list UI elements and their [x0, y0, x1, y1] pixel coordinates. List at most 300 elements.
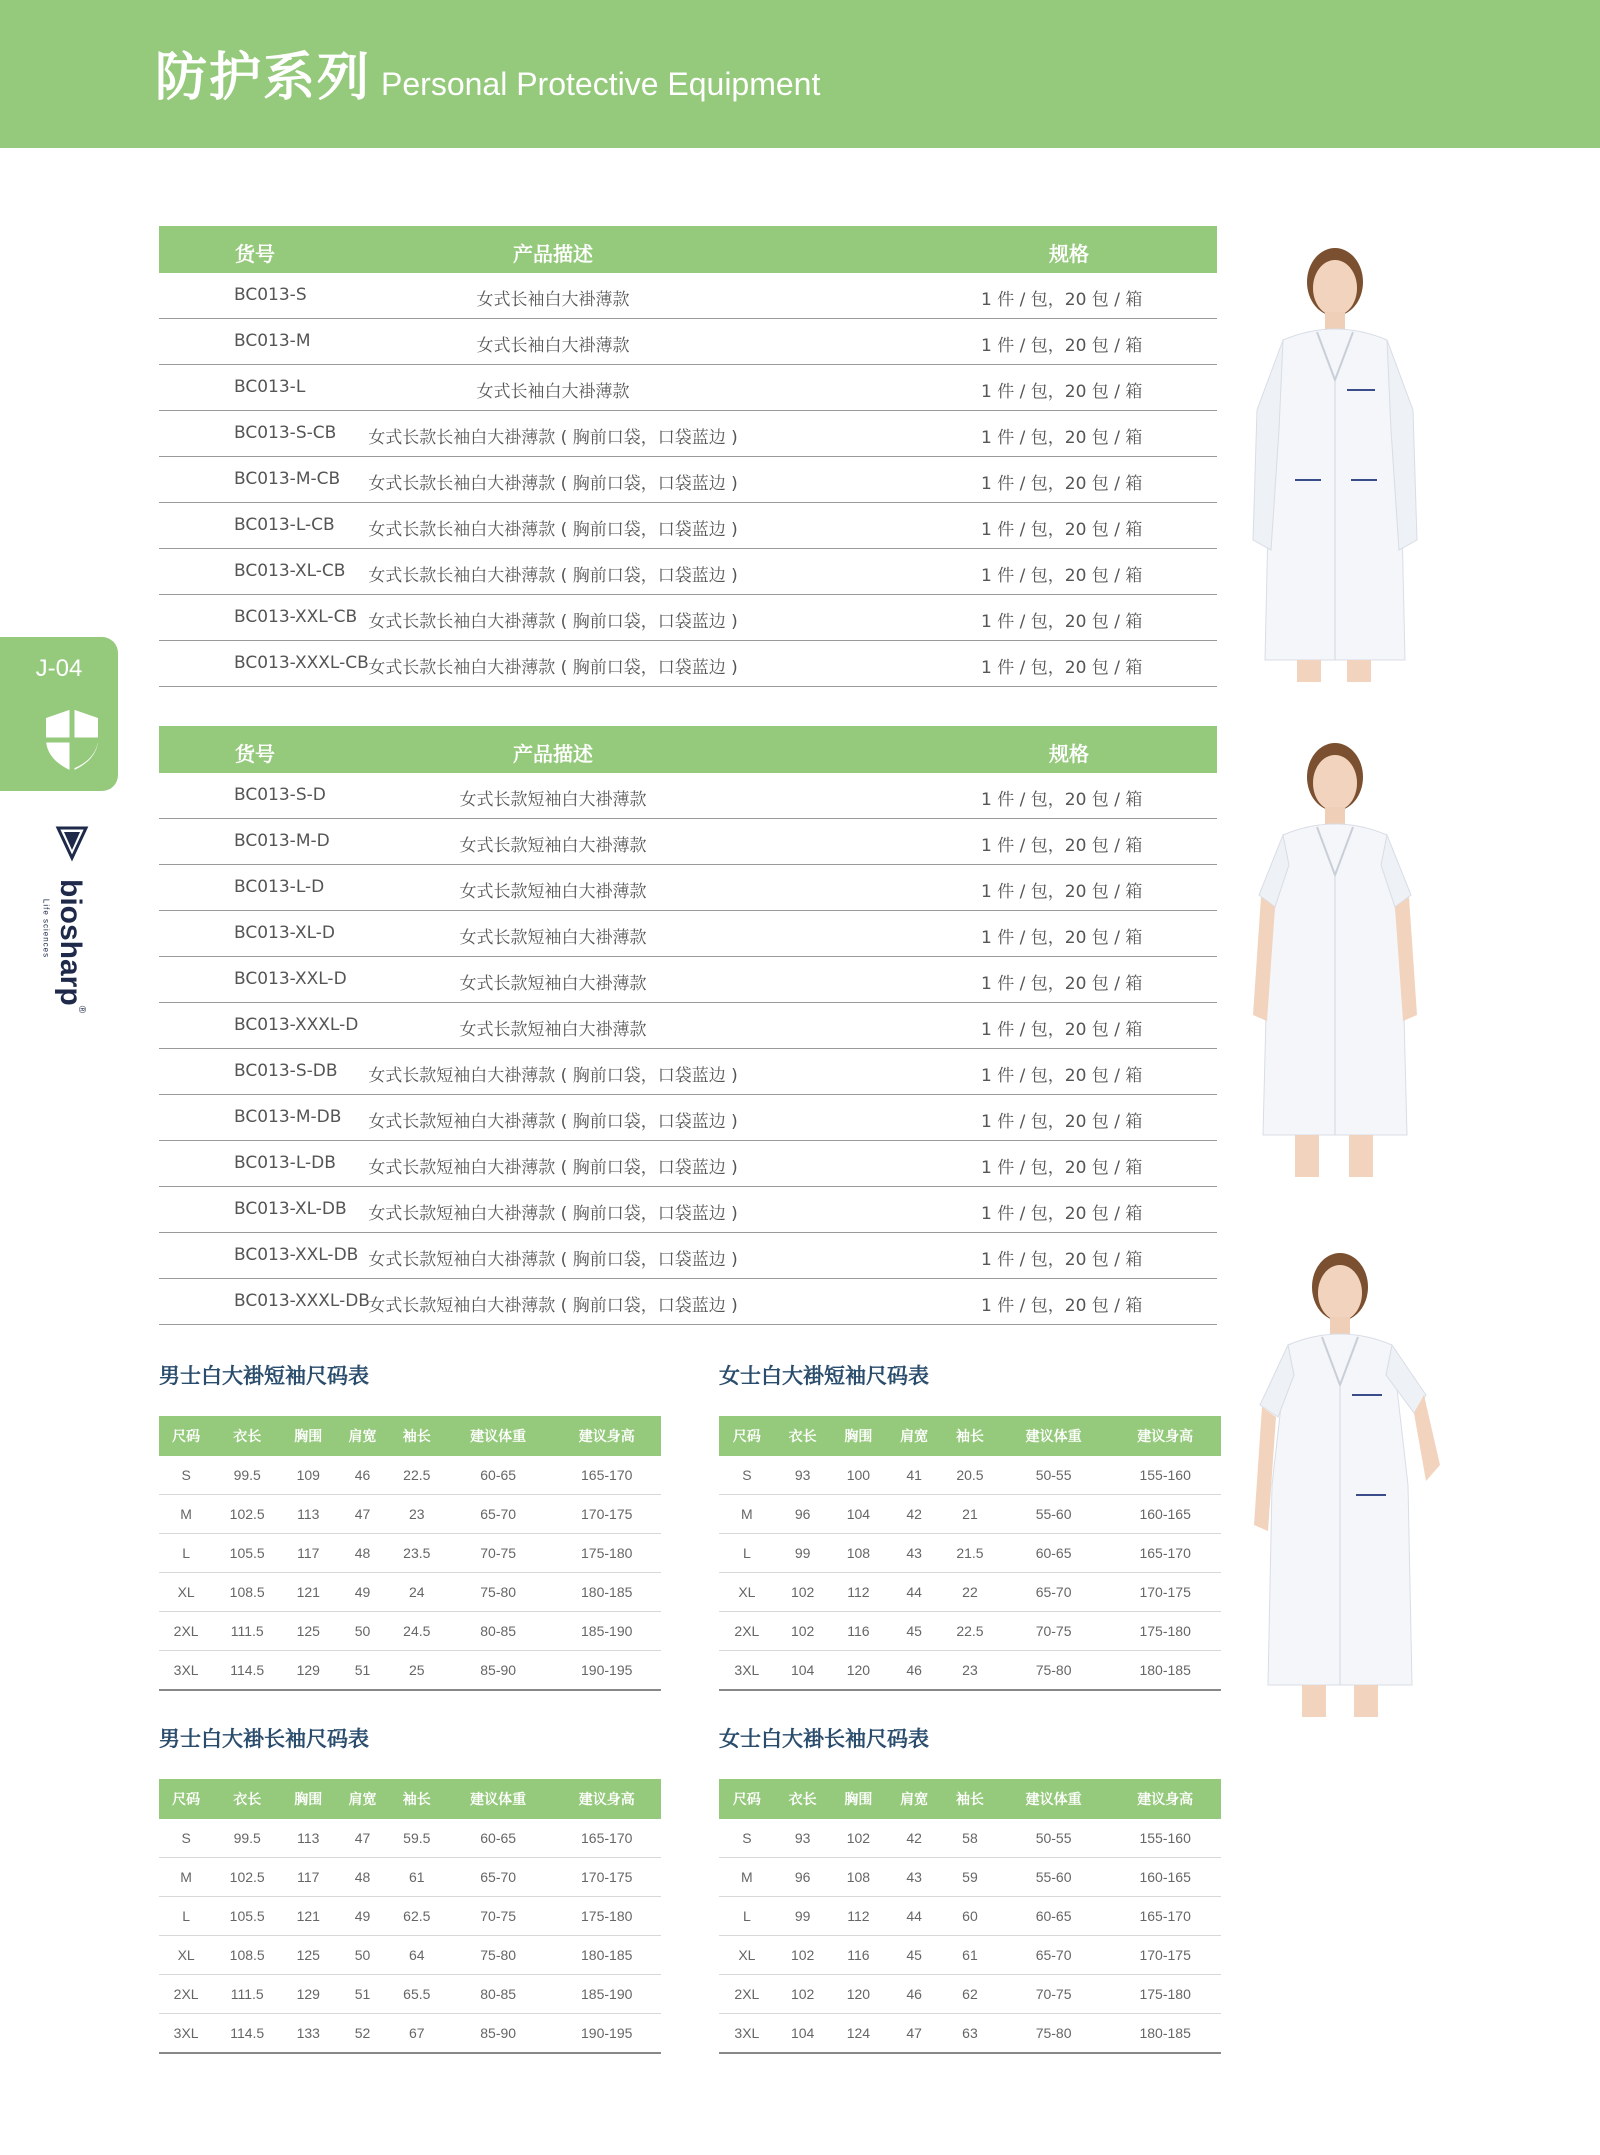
size-cell: 60-65 — [444, 1819, 553, 1858]
product-spec: 1 件 / 包，20 包 / 箱 — [981, 520, 1143, 540]
size-cell: M — [159, 1858, 213, 1897]
size-row — [719, 1495, 1221, 1534]
size-row — [159, 1897, 661, 1936]
column-header: 衣长 — [775, 1779, 831, 1819]
product-spec: 1 件 / 包，20 包 / 箱 — [981, 1112, 1143, 1132]
size-cell: 62.5 — [390, 1897, 444, 1936]
size-cell: 47 — [335, 1495, 389, 1534]
table-row — [159, 957, 1217, 1003]
size-cell: 111.5 — [213, 1975, 281, 2014]
size-cell: 113 — [281, 1819, 335, 1858]
product-spec: 1 件 / 包，20 包 / 箱 — [981, 928, 1143, 948]
table-row — [159, 411, 1217, 457]
size-cell: 46 — [886, 1975, 942, 2014]
product-description: 女式长款短袖白大褂薄款 ( 胸前口袋，口袋蓝边 ) — [368, 1296, 738, 1316]
table-row — [159, 457, 1217, 503]
size-cell: 175-180 — [1109, 1975, 1221, 2014]
column-header: 肩宽 — [335, 1779, 389, 1819]
size-cell: 3XL — [719, 1651, 775, 1691]
size-cell: 85-90 — [444, 2014, 553, 2054]
product-description: 女式长款短袖白大褂薄款 — [459, 1020, 647, 1040]
size-cell: 117 — [281, 1858, 335, 1897]
product-code: BC013-M — [234, 331, 311, 351]
section-tab — [0, 637, 118, 791]
product-code: BC013-M-CB — [234, 469, 341, 489]
size-row — [719, 1456, 1221, 1495]
size-cell: 121 — [281, 1897, 335, 1936]
brand-mark-icon — [52, 822, 92, 862]
size-row — [159, 1858, 661, 1897]
size-cell: 114.5 — [213, 2014, 281, 2054]
column-header: 建议体重 — [998, 1779, 1110, 1819]
size-cell: 102 — [775, 1612, 831, 1651]
size-cell: 65-70 — [444, 1495, 553, 1534]
table-row — [159, 503, 1217, 549]
size-cell: 70-75 — [998, 1612, 1110, 1651]
page-header — [0, 0, 1600, 148]
size-cell: 2XL — [159, 1975, 213, 2014]
size-cell: L — [159, 1534, 213, 1573]
size-cell: 185-190 — [552, 1612, 661, 1651]
table-row — [159, 773, 1217, 819]
size-cell: XL — [159, 1936, 213, 1975]
size-cell: 102 — [775, 1975, 831, 2014]
size-cell: 55-60 — [998, 1858, 1110, 1897]
size-cell: 49 — [335, 1897, 389, 1936]
model-photo-short-sleeve — [1235, 735, 1435, 1185]
column-header: 产品描述 — [513, 742, 593, 766]
size-cell: 44 — [886, 1897, 942, 1936]
product-spec: 1 件 / 包，20 包 / 箱 — [981, 382, 1143, 402]
product-spec: 1 件 / 包，20 包 / 箱 — [981, 290, 1143, 310]
size-cell: 108 — [831, 1534, 887, 1573]
product-description: 女式长款短袖白大褂薄款 — [459, 790, 647, 810]
size-cell: 160-165 — [1109, 1495, 1221, 1534]
table-row — [159, 319, 1217, 365]
size-cell: L — [159, 1897, 213, 1936]
column-header: 建议身高 — [552, 1416, 661, 1456]
product-spec: 1 件 / 包，20 包 / 箱 — [981, 1020, 1143, 1040]
size-row — [719, 1936, 1221, 1975]
model-photo-short-sleeve-blue-trim — [1230, 1245, 1450, 1725]
column-header: 货号 — [235, 742, 275, 766]
size-cell: 44 — [886, 1573, 942, 1612]
size-cell: 93 — [775, 1456, 831, 1495]
size-cell: 41 — [886, 1456, 942, 1495]
size-chart-title: 女士白大褂短袖尺码表 — [719, 1364, 929, 1388]
size-cell: 3XL — [719, 2014, 775, 2054]
size-cell: 50-55 — [998, 1819, 1110, 1858]
size-cell: 104 — [831, 1495, 887, 1534]
size-cell: 23.5 — [390, 1534, 444, 1573]
size-cell: 116 — [831, 1612, 887, 1651]
size-cell: 180-185 — [552, 1936, 661, 1975]
brand-logo — [41, 822, 90, 1014]
product-description: 女式长款长袖白大褂薄款 ( 胸前口袋，口袋蓝边 ) — [368, 474, 738, 494]
size-row — [719, 1897, 1221, 1936]
table-row — [159, 911, 1217, 957]
product-description: 女式长款短袖白大褂薄款 ( 胸前口袋，口袋蓝边 ) — [368, 1204, 738, 1224]
size-cell: 175-180 — [552, 1897, 661, 1936]
size-cell: 3XL — [159, 1651, 213, 1691]
size-cell: 190-195 — [552, 1651, 661, 1691]
size-cell: 60-65 — [998, 1534, 1110, 1573]
product-code: BC013-L-CB — [234, 515, 335, 535]
size-cell: 108.5 — [213, 1573, 281, 1612]
size-cell: 22.5 — [942, 1612, 998, 1651]
column-header: 袖长 — [390, 1416, 444, 1456]
size-cell: 96 — [775, 1858, 831, 1897]
size-cell: 23 — [942, 1651, 998, 1691]
size-cell: 25 — [390, 1651, 444, 1691]
size-row — [159, 1495, 661, 1534]
table-row — [159, 1095, 1217, 1141]
product-code: BC013-XXXL-D — [234, 1015, 359, 1035]
size-cell: 85-90 — [444, 1651, 553, 1691]
size-cell: 51 — [335, 1651, 389, 1691]
size-table — [719, 1779, 1221, 2054]
product-description: 女式长款长袖白大褂薄款 ( 胸前口袋，口袋蓝边 ) — [368, 566, 738, 586]
size-cell: 80-85 — [444, 1612, 553, 1651]
size-cell: 42 — [886, 1495, 942, 1534]
size-cell: S — [159, 1456, 213, 1495]
product-spec: 1 件 / 包，20 包 / 箱 — [981, 1296, 1143, 1316]
size-cell: 60 — [942, 1897, 998, 1936]
size-cell: 59 — [942, 1858, 998, 1897]
size-cell: 102 — [831, 1819, 887, 1858]
product-spec: 1 件 / 包，20 包 / 箱 — [981, 428, 1143, 448]
size-chart-men-short — [159, 1360, 661, 1691]
page-title-cn: 防护系列 — [155, 48, 372, 108]
table-row — [159, 273, 1217, 319]
size-cell: 120 — [831, 1975, 887, 2014]
column-header: 建议身高 — [552, 1779, 661, 1819]
column-header: 胸围 — [281, 1416, 335, 1456]
size-table — [719, 1416, 1221, 1691]
size-cell: 59.5 — [390, 1819, 444, 1858]
product-description: 女式长款短袖白大褂薄款 — [459, 974, 647, 994]
product-description: 女式长款短袖白大褂薄款 ( 胸前口袋，口袋蓝边 ) — [368, 1250, 738, 1270]
column-header: 胸围 — [831, 1416, 887, 1456]
column-header: 袖长 — [942, 1416, 998, 1456]
size-cell: 67 — [390, 2014, 444, 2054]
size-cell: 104 — [775, 2014, 831, 2054]
size-row — [719, 2014, 1221, 2054]
size-cell: 116 — [831, 1936, 887, 1975]
size-row — [719, 1819, 1221, 1858]
shield-icon — [42, 707, 102, 773]
column-header: 尺码 — [159, 1779, 213, 1819]
product-description: 女式长款长袖白大褂薄款 ( 胸前口袋，口袋蓝边 ) — [368, 520, 738, 540]
size-cell: 65-70 — [444, 1858, 553, 1897]
product-spec: 1 件 / 包，20 包 / 箱 — [981, 790, 1143, 810]
product-description: 女式长款长袖白大褂薄款 ( 胸前口袋，口袋蓝边 ) — [368, 612, 738, 632]
size-cell: XL — [719, 1573, 775, 1612]
size-cell: 2XL — [159, 1612, 213, 1651]
size-cell: 112 — [831, 1573, 887, 1612]
size-cell: 125 — [281, 1936, 335, 1975]
size-cell: 75-80 — [444, 1936, 553, 1975]
table-row — [159, 1279, 1217, 1325]
size-row — [159, 1936, 661, 1975]
size-cell: 129 — [281, 1975, 335, 2014]
size-cell: 64 — [390, 1936, 444, 1975]
size-cell: 165-170 — [1109, 1534, 1221, 1573]
column-header: 建议体重 — [998, 1416, 1110, 1456]
column-header: 尺码 — [719, 1416, 775, 1456]
table-row — [159, 641, 1217, 687]
size-cell: 58 — [942, 1819, 998, 1858]
column-header: 袖长 — [390, 1779, 444, 1819]
section-code: J-04 — [35, 655, 83, 682]
product-spec: 1 件 / 包，20 包 / 箱 — [981, 566, 1143, 586]
column-header: 衣长 — [775, 1416, 831, 1456]
size-cell: 102.5 — [213, 1495, 281, 1534]
size-cell: S — [719, 1456, 775, 1495]
size-cell: 42 — [886, 1819, 942, 1858]
product-code: BC013-L-D — [234, 877, 325, 897]
size-cell: 45 — [886, 1936, 942, 1975]
size-cell: 47 — [886, 2014, 942, 2054]
brand-subtitle: Life sciences — [41, 898, 51, 959]
size-cell: 99 — [775, 1897, 831, 1936]
column-header: 建议身高 — [1109, 1779, 1221, 1819]
size-cell: 102 — [775, 1573, 831, 1612]
size-cell: 105.5 — [213, 1534, 281, 1573]
size-row — [719, 1651, 1221, 1691]
column-header: 产品描述 — [513, 242, 593, 266]
table-row — [159, 365, 1217, 411]
product-code: BC013-L-DB — [234, 1153, 336, 1173]
size-cell: L — [719, 1897, 775, 1936]
size-cell: 80-85 — [444, 1975, 553, 2014]
size-cell: 180-185 — [1109, 2014, 1221, 2054]
size-cell: 21 — [942, 1495, 998, 1534]
size-cell: 120 — [831, 1651, 887, 1691]
size-cell: 65-70 — [998, 1936, 1110, 1975]
product-spec: 1 件 / 包，20 包 / 箱 — [981, 336, 1143, 356]
product-spec: 1 件 / 包，20 包 / 箱 — [981, 1158, 1143, 1178]
product-description: 女式长款短袖白大褂薄款 — [459, 882, 647, 902]
size-cell: 75-80 — [444, 1573, 553, 1612]
product-description: 女式长款短袖白大褂薄款 — [459, 836, 647, 856]
size-cell: 46 — [335, 1456, 389, 1495]
size-cell: 22.5 — [390, 1456, 444, 1495]
size-cell: 112 — [831, 1897, 887, 1936]
size-cell: 50-55 — [998, 1456, 1110, 1495]
size-cell: 49 — [335, 1573, 389, 1612]
table-header — [159, 726, 1217, 773]
size-row — [159, 1456, 661, 1495]
size-cell: XL — [719, 1936, 775, 1975]
size-table — [159, 1416, 661, 1691]
table-row — [159, 595, 1217, 641]
product-description: 女式长袖白大褂薄款 — [476, 382, 630, 402]
product-spec: 1 件 / 包，20 包 / 箱 — [981, 1066, 1143, 1086]
size-cell: 99.5 — [213, 1456, 281, 1495]
size-cell: 109 — [281, 1456, 335, 1495]
size-cell: 23 — [390, 1495, 444, 1534]
product-code: BC013-M-D — [234, 831, 330, 851]
product-code: BC013-S-DB — [234, 1061, 338, 1081]
column-header: 建议体重 — [444, 1779, 553, 1819]
product-description: 女式长袖白大褂薄款 — [476, 336, 630, 356]
size-cell: M — [719, 1858, 775, 1897]
column-header: 胸围 — [831, 1779, 887, 1819]
size-cell: 3XL — [159, 2014, 213, 2054]
column-header: 建议身高 — [1109, 1416, 1221, 1456]
product-code: BC013-M-DB — [234, 1107, 342, 1127]
size-cell: 117 — [281, 1534, 335, 1573]
product-table-long-sleeve — [159, 226, 1217, 687]
size-cell: 21.5 — [942, 1534, 998, 1573]
table-row — [159, 1003, 1217, 1049]
model-photo-long-sleeve — [1235, 240, 1435, 690]
size-cell: 129 — [281, 1651, 335, 1691]
size-row — [159, 1651, 661, 1691]
product-spec: 1 件 / 包，20 包 / 箱 — [981, 1204, 1143, 1224]
size-cell: 46 — [886, 1651, 942, 1691]
size-chart-women-short — [719, 1360, 1221, 1691]
size-cell: 48 — [335, 1534, 389, 1573]
size-cell: 99 — [775, 1534, 831, 1573]
column-header: 衣长 — [213, 1416, 281, 1456]
size-cell: 108.5 — [213, 1936, 281, 1975]
size-cell: 100 — [831, 1456, 887, 1495]
product-code: BC013-S — [234, 285, 307, 305]
column-header: 肩宽 — [335, 1416, 389, 1456]
size-table — [159, 1779, 661, 2054]
size-cell: 70-75 — [998, 1975, 1110, 2014]
size-table-header — [719, 1416, 1221, 1456]
size-cell: 24.5 — [390, 1612, 444, 1651]
size-row — [159, 1819, 661, 1858]
product-spec: 1 件 / 包，20 包 / 箱 — [981, 612, 1143, 632]
size-cell: 20.5 — [942, 1456, 998, 1495]
size-cell: 111.5 — [213, 1612, 281, 1651]
size-cell: 70-75 — [444, 1534, 553, 1573]
size-cell: L — [719, 1534, 775, 1573]
size-cell: 165-170 — [1109, 1897, 1221, 1936]
size-row — [719, 1975, 1221, 2014]
product-spec: 1 件 / 包，20 包 / 箱 — [981, 474, 1143, 494]
size-table-header — [159, 1779, 661, 1819]
product-spec: 1 件 / 包，20 包 / 箱 — [981, 974, 1143, 994]
size-cell: 2XL — [719, 1612, 775, 1651]
size-cell: 170-175 — [1109, 1573, 1221, 1612]
size-cell: 47 — [335, 1819, 389, 1858]
size-cell: 55-60 — [998, 1495, 1110, 1534]
size-cell: 60-65 — [444, 1456, 553, 1495]
size-row — [159, 2014, 661, 2054]
table-row — [159, 1233, 1217, 1279]
size-cell: 185-190 — [552, 1975, 661, 2014]
size-cell: 165-170 — [552, 1456, 661, 1495]
product-description: 女式长款短袖白大褂薄款 — [459, 928, 647, 948]
table-header — [159, 226, 1217, 273]
size-row — [159, 1534, 661, 1573]
size-cell: 180-185 — [1109, 1651, 1221, 1691]
column-header: 肩宽 — [886, 1416, 942, 1456]
size-cell: 133 — [281, 2014, 335, 2054]
size-cell: 108 — [831, 1858, 887, 1897]
size-cell: 102 — [775, 1936, 831, 1975]
product-description: 女式长袖白大褂薄款 — [476, 290, 630, 310]
product-description: 女式长款长袖白大褂薄款 ( 胸前口袋，口袋蓝边 ) — [368, 428, 738, 448]
size-cell: S — [719, 1819, 775, 1858]
size-row — [719, 1573, 1221, 1612]
size-row — [719, 1534, 1221, 1573]
product-description: 女式长款短袖白大褂薄款 ( 胸前口袋，口袋蓝边 ) — [368, 1158, 738, 1178]
column-header: 规格 — [1049, 742, 1089, 766]
size-cell: 170-175 — [552, 1858, 661, 1897]
size-cell: 96 — [775, 1495, 831, 1534]
product-spec: 1 件 / 包，20 包 / 箱 — [981, 1250, 1143, 1270]
size-cell: 165-170 — [552, 1819, 661, 1858]
product-code: BC013-XL-D — [234, 923, 336, 943]
size-cell: 52 — [335, 2014, 389, 2054]
size-chart-title: 女士白大褂长袖尺码表 — [719, 1727, 929, 1751]
size-cell: 24 — [390, 1573, 444, 1612]
table-row — [159, 549, 1217, 595]
size-cell: 175-180 — [1109, 1612, 1221, 1651]
size-cell: 65.5 — [390, 1975, 444, 2014]
product-code: BC013-XXXL-CB — [234, 653, 369, 673]
size-cell: 43 — [886, 1534, 942, 1573]
size-row — [159, 1975, 661, 2014]
size-chart-men-long — [159, 1723, 661, 2054]
size-row — [159, 1573, 661, 1612]
size-row — [159, 1612, 661, 1651]
product-code: BC013-S-CB — [234, 423, 337, 443]
product-code: BC013-S-D — [234, 785, 326, 805]
size-cell: M — [159, 1495, 213, 1534]
product-table-short-sleeve — [159, 726, 1217, 1325]
product-code: BC013-XL-CB — [234, 561, 346, 581]
product-code: BC013-L — [234, 377, 306, 397]
table-row — [159, 865, 1217, 911]
size-table-header — [719, 1779, 1221, 1819]
page-title-en: Personal Protective Equipment — [381, 66, 821, 102]
size-cell: 75-80 — [998, 1651, 1110, 1691]
column-header: 肩宽 — [886, 1779, 942, 1819]
column-header: 尺码 — [719, 1779, 775, 1819]
size-cell: 170-175 — [552, 1495, 661, 1534]
size-chart-women-long — [719, 1723, 1221, 2054]
size-cell: 60-65 — [998, 1897, 1110, 1936]
size-cell: 124 — [831, 2014, 887, 2054]
product-description: 女式长款长袖白大褂薄款 ( 胸前口袋，口袋蓝边 ) — [368, 658, 738, 678]
size-cell: 2XL — [719, 1975, 775, 2014]
table-row — [159, 1141, 1217, 1187]
product-description: 女式长款短袖白大褂薄款 ( 胸前口袋，口袋蓝边 ) — [368, 1112, 738, 1132]
column-header: 尺码 — [159, 1416, 213, 1456]
size-cell: S — [159, 1819, 213, 1858]
size-cell: 102.5 — [213, 1858, 281, 1897]
size-row — [719, 1612, 1221, 1651]
product-code: BC013-XXL-DB — [234, 1245, 359, 1265]
size-chart-title: 男士白大褂长袖尺码表 — [159, 1727, 369, 1751]
size-cell: 70-75 — [444, 1897, 553, 1936]
size-cell: 75-80 — [998, 2014, 1110, 2054]
product-spec: 1 件 / 包，20 包 / 箱 — [981, 882, 1143, 902]
column-header: 胸围 — [281, 1779, 335, 1819]
table-row — [159, 1187, 1217, 1233]
size-cell: 50 — [335, 1612, 389, 1651]
size-cell: 99.5 — [213, 1819, 281, 1858]
size-cell: 50 — [335, 1936, 389, 1975]
product-code: BC013-XXXL-DB — [234, 1291, 370, 1311]
